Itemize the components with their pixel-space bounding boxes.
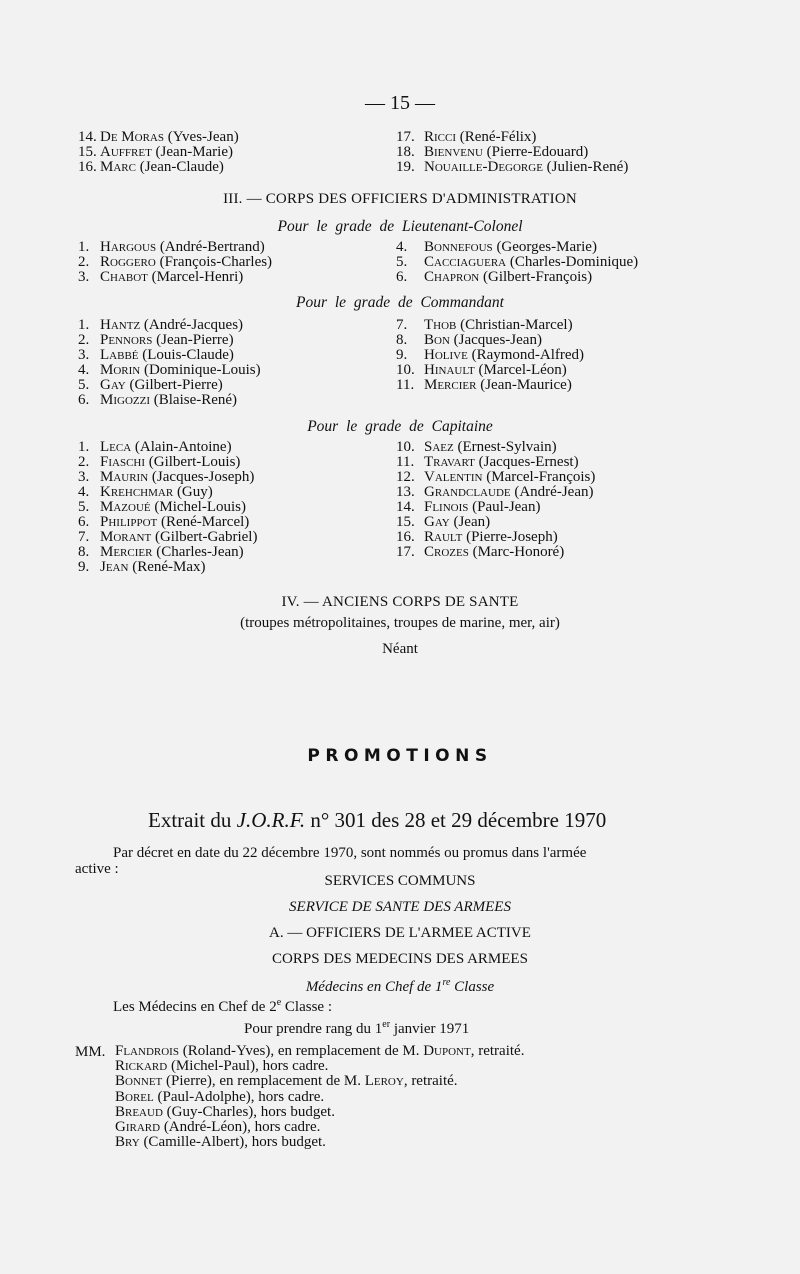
page-number: — 15 — <box>365 92 435 114</box>
entry-detail: (Paul-Adolphe), hors cadre. <box>153 1088 325 1105</box>
item-given-names: (René-Max) <box>132 559 206 575</box>
item-given-names: (Blaise-René) <box>153 392 238 408</box>
grade-lt-col-title: Pour le grade de Lieutenant-Colonel <box>277 218 523 235</box>
item-given-names: (André-Jean) <box>514 484 594 500</box>
list-item <box>396 145 628 160</box>
les-suffix: Classe : <box>281 999 332 1015</box>
item-number: 10. <box>396 362 415 378</box>
service-sante-heading: SERVICE DE SANTE DES ARMEES <box>289 899 511 915</box>
decret-line-1: Par décret en date du 22 décembre 1970, sont nommés ou promus dans l'armée <box>113 845 587 861</box>
item-surname: Roggero <box>100 254 156 270</box>
item-given-names: (Jean-Pierre) <box>156 332 234 348</box>
item-surname: Mercier <box>100 544 153 560</box>
list-item <box>78 530 257 545</box>
list-item <box>78 470 257 485</box>
list-item <box>78 560 257 575</box>
item-surname: Nouaille-Degorge <box>424 159 543 175</box>
list-item <box>78 515 257 530</box>
item-given-names: (Jean-Maurice) <box>480 377 572 393</box>
list-commandant-right <box>396 318 584 393</box>
rang-text: Pour prendre rang du 1 <box>244 1021 383 1037</box>
list-item <box>396 160 628 175</box>
item-number: 3. <box>78 347 90 363</box>
list-item <box>396 318 584 333</box>
item-surname: Crozes <box>424 544 469 560</box>
item-surname: Chapron <box>424 269 480 285</box>
item-number: 5. <box>78 499 90 515</box>
item-surname: Bienvenu <box>424 144 483 160</box>
item-given-names: (Jacques-Jean) <box>453 332 542 348</box>
item-given-names: (Ernest-Sylvain) <box>457 439 557 455</box>
grade-commandant-title: Pour le grade de Commandant <box>295 294 504 311</box>
item-surname: Ricci <box>424 129 457 145</box>
item-number: 9. <box>396 347 408 363</box>
item-given-names: (Yves-Jean) <box>167 129 239 145</box>
item-number: 3. <box>78 269 90 285</box>
list-top-left <box>78 130 239 175</box>
item-number: 2. <box>78 332 90 348</box>
promotion-entry <box>115 1074 524 1089</box>
section-4-subtitle: (troupes métropolitaines, troupes de marine, mer, air) <box>240 615 560 631</box>
item-surname: Thob <box>424 317 457 333</box>
item-given-names: (Dominique-Louis) <box>143 362 261 378</box>
item-surname: Marc <box>100 159 136 175</box>
item-given-names: (Christian-Marcel) <box>460 317 573 333</box>
list-item <box>78 348 261 363</box>
item-given-names: (Gilbert-Louis) <box>148 454 241 470</box>
list-item <box>396 130 628 145</box>
list-top-right <box>396 130 628 175</box>
item-given-names: (Marc-Honoré) <box>472 544 565 560</box>
item-surname: Cacciaguera <box>424 254 507 270</box>
item-given-names: (Jean-Marie) <box>155 144 234 160</box>
extrait-line <box>148 808 606 833</box>
item-number: 4. <box>396 239 408 255</box>
promotion-entry <box>115 1120 524 1135</box>
list-item <box>78 130 239 145</box>
list-item <box>396 455 595 470</box>
item-number: 9. <box>78 559 90 575</box>
item-number: 17. <box>396 129 415 145</box>
entry-replaced-surname: Leroy <box>364 1073 404 1090</box>
item-surname: Jean <box>100 559 129 575</box>
list-item <box>78 318 261 333</box>
item-number: 3. <box>78 469 90 485</box>
mm-label: MM. <box>75 1044 106 1060</box>
item-given-names: (Guy) <box>176 484 213 500</box>
promotion-entry <box>115 1044 524 1059</box>
list-item <box>78 160 239 175</box>
officiers-heading: A. — OFFICIERS DE L'ARMEE ACTIVE <box>269 925 531 941</box>
item-number: 6. <box>78 514 90 530</box>
item-number: 18. <box>396 144 415 160</box>
item-given-names: (Jean) <box>453 514 491 530</box>
entry-detail: (Camille-Albert), hors budget. <box>139 1134 326 1151</box>
corps-heading: CORPS DES MEDECINS DES ARMEES <box>272 951 528 967</box>
entry-surname: Breaud <box>115 1103 163 1120</box>
item-surname: Leca <box>100 439 132 455</box>
item-number: 13. <box>396 484 415 500</box>
item-given-names: (Paul-Jean) <box>472 499 541 515</box>
item-number: 16. <box>396 529 415 545</box>
item-given-names: (René-Félix) <box>459 129 537 145</box>
list-item <box>78 378 261 393</box>
list-item <box>396 333 584 348</box>
item-surname: Labbé <box>100 347 139 363</box>
item-number: 12. <box>396 469 415 485</box>
list-item <box>78 393 261 408</box>
services-heading: SERVICES COMMUNS <box>324 873 476 889</box>
item-given-names: (Jacques-Joseph) <box>151 469 255 485</box>
grade-sup: re <box>442 977 451 988</box>
item-number: 6. <box>396 269 408 285</box>
item-given-names: (Louis-Claude) <box>142 347 234 363</box>
item-number: 6. <box>78 392 90 408</box>
item-given-names: (André-Bertrand) <box>159 239 265 255</box>
promotion-entry <box>115 1135 524 1150</box>
item-surname: Morin <box>100 362 141 378</box>
item-number: 8. <box>78 544 90 560</box>
list-item <box>78 500 257 515</box>
section-4-heading: IV. — ANCIENS CORPS DE SANTE <box>281 594 519 610</box>
list-lt-col-right <box>396 240 638 285</box>
item-surname: Hargous <box>100 239 157 255</box>
item-surname: Krehchmar <box>100 484 174 500</box>
item-given-names: (Pierre-Joseph) <box>466 529 558 545</box>
item-given-names: (Gilbert-François) <box>483 269 593 285</box>
item-number: 7. <box>396 317 408 333</box>
list-item <box>396 500 595 515</box>
list-item <box>396 545 595 560</box>
item-number: 7. <box>78 529 90 545</box>
decret-line-2: active : <box>75 861 119 877</box>
list-item <box>396 240 638 255</box>
item-surname: Migozzi <box>100 392 150 408</box>
item-number: 15. <box>396 514 415 530</box>
item-given-names: (Jacques-Ernest) <box>478 454 579 470</box>
item-surname: Saez <box>424 439 454 455</box>
item-number: 2. <box>78 454 90 470</box>
entry-detail: (Guy-Charles), hors budget. <box>162 1103 335 1120</box>
item-given-names: (René-Marcel) <box>160 514 250 530</box>
item-surname: Hinault <box>424 362 475 378</box>
list-item <box>78 255 272 270</box>
entry-surname: Rickard <box>115 1058 168 1075</box>
item-surname: Fiaschi <box>100 454 146 470</box>
list-item <box>78 545 257 560</box>
item-surname: De Moras <box>100 129 164 145</box>
item-surname: Hantz <box>100 317 141 333</box>
list-item <box>78 270 272 285</box>
entry-surname: Girard <box>115 1118 161 1135</box>
list-item <box>78 240 272 255</box>
item-surname: Gay <box>424 514 450 530</box>
item-number: 16. <box>78 159 97 175</box>
item-surname: Grandclaude <box>424 484 511 500</box>
list-item <box>396 440 595 455</box>
item-surname: Rault <box>424 529 463 545</box>
promotion-entry <box>115 1059 524 1074</box>
grade-suffix: Classe <box>450 979 495 995</box>
item-given-names: (Raymond-Alfred) <box>471 347 585 363</box>
grade-text: Médecins en Chef de 1 <box>305 979 443 995</box>
les-text: Les Médecins en Chef de 2 <box>113 999 277 1015</box>
item-surname: Bon <box>424 332 450 348</box>
item-surname: Holive <box>424 347 468 363</box>
rang-line <box>244 1019 469 1038</box>
item-given-names: (André-Jacques) <box>143 317 244 333</box>
les-sup: e <box>276 997 282 1008</box>
item-number: 14. <box>78 129 97 145</box>
item-number: 11. <box>396 454 415 470</box>
promotion-entry <box>115 1090 524 1105</box>
item-given-names: (Alain-Antoine) <box>134 439 232 455</box>
item-surname: Mercier <box>424 377 477 393</box>
item-given-names: (Marcel-François) <box>486 469 596 485</box>
promotions-title: PROMOTIONS <box>307 746 493 766</box>
item-surname: Mazoué <box>100 499 151 515</box>
list-capitaine-right <box>396 440 595 560</box>
promotion-entry <box>115 1105 524 1120</box>
entry-detail: (Michel-Paul), hors cadre. <box>167 1058 329 1075</box>
item-number: 5. <box>78 377 90 393</box>
item-number: 15. <box>78 144 97 160</box>
item-number: 4. <box>78 484 90 500</box>
item-surname: Philippot <box>100 514 158 530</box>
item-given-names: (Marcel-Léon) <box>478 362 567 378</box>
section-3-heading: III. — CORPS DES OFFICIERS D'ADMINISTRATION <box>223 191 577 207</box>
item-surname: Chabot <box>100 269 148 285</box>
entry-surname: Flandrois <box>115 1043 179 1059</box>
item-surname: Pennors <box>100 332 153 348</box>
entry-surname: Bry <box>115 1134 140 1151</box>
list-item <box>396 530 595 545</box>
item-surname: Morant <box>100 529 152 545</box>
rang-suffix: janvier 1971 <box>390 1021 470 1037</box>
item-given-names: (Marcel-Henri) <box>151 269 244 285</box>
item-given-names: (Charles-Jean) <box>156 544 244 560</box>
extrait-jorf: J.O.R.F. <box>236 808 306 832</box>
list-item <box>78 333 261 348</box>
item-number: 10. <box>396 439 415 455</box>
section-4-none: Néant <box>382 641 418 657</box>
item-number: 17. <box>396 544 415 560</box>
list-item <box>396 255 638 270</box>
item-surname: Flinois <box>424 499 469 515</box>
item-surname: Valentin <box>424 469 483 485</box>
entry-tail: , retraité. <box>403 1073 458 1090</box>
item-surname: Travart <box>424 454 475 470</box>
grade-capitaine-title: Pour le grade de Capitaine <box>307 418 493 435</box>
list-item <box>78 363 261 378</box>
entry-surname: Bonnet <box>115 1073 163 1090</box>
entry-surname: Borel <box>115 1088 154 1105</box>
list-item <box>396 363 584 378</box>
les-medecins-line <box>113 997 332 1016</box>
item-given-names: (Gilbert-Gabriel) <box>154 529 258 545</box>
item-given-names: (Pierre-Edouard) <box>486 144 589 160</box>
list-item <box>78 485 257 500</box>
item-given-names: (Gilbert-Pierre) <box>129 377 223 393</box>
item-number: 1. <box>78 239 90 255</box>
list-item <box>396 270 638 285</box>
list-item <box>78 455 257 470</box>
item-number: 1. <box>78 439 90 455</box>
item-number: 11. <box>396 377 415 393</box>
list-item <box>396 485 595 500</box>
item-given-names: (François-Charles) <box>159 254 273 270</box>
list-lt-col-left <box>78 240 272 285</box>
item-surname: Bonnefous <box>424 239 493 255</box>
grade-heading <box>0 977 800 996</box>
entry-detail: (Roland-Yves), en remplacement de M. <box>178 1043 424 1059</box>
item-number: 1. <box>78 317 90 333</box>
item-number: 14. <box>396 499 415 515</box>
list-item <box>396 470 595 485</box>
item-number: 5. <box>396 254 408 270</box>
item-given-names: (Jean-Claude) <box>139 159 224 175</box>
entry-detail: (André-Léon), hors cadre. <box>160 1118 321 1135</box>
extrait-suffix: n° 301 des 28 et 29 décembre 1970 <box>305 808 607 832</box>
item-given-names: (Georges-Marie) <box>496 239 597 255</box>
item-given-names: (Julien-René) <box>546 159 629 175</box>
entry-tail: , retraité. <box>470 1043 525 1059</box>
list-item <box>78 145 239 160</box>
list-item <box>396 378 584 393</box>
item-surname: Gay <box>100 377 126 393</box>
item-number: 2. <box>78 254 90 270</box>
item-given-names: (Charles-Dominique) <box>509 254 639 270</box>
entry-replaced-surname: Dupont <box>423 1043 471 1059</box>
promotion-list <box>115 1044 524 1150</box>
item-number: 8. <box>396 332 408 348</box>
item-surname: Maurin <box>100 469 149 485</box>
rang-sup: er <box>382 1019 391 1030</box>
extrait-prefix: Extrait du <box>148 808 237 832</box>
item-number: 19. <box>396 159 415 175</box>
item-given-names: (Michel-Louis) <box>154 499 246 515</box>
list-item <box>78 440 257 455</box>
item-number: 4. <box>78 362 90 378</box>
list-commandant-left <box>78 318 261 408</box>
entry-detail: (Pierre), en remplacement de M. <box>162 1073 365 1090</box>
list-item <box>396 515 595 530</box>
list-item <box>396 348 584 363</box>
item-surname: Auffret <box>100 144 152 160</box>
list-capitaine-left <box>78 440 257 575</box>
